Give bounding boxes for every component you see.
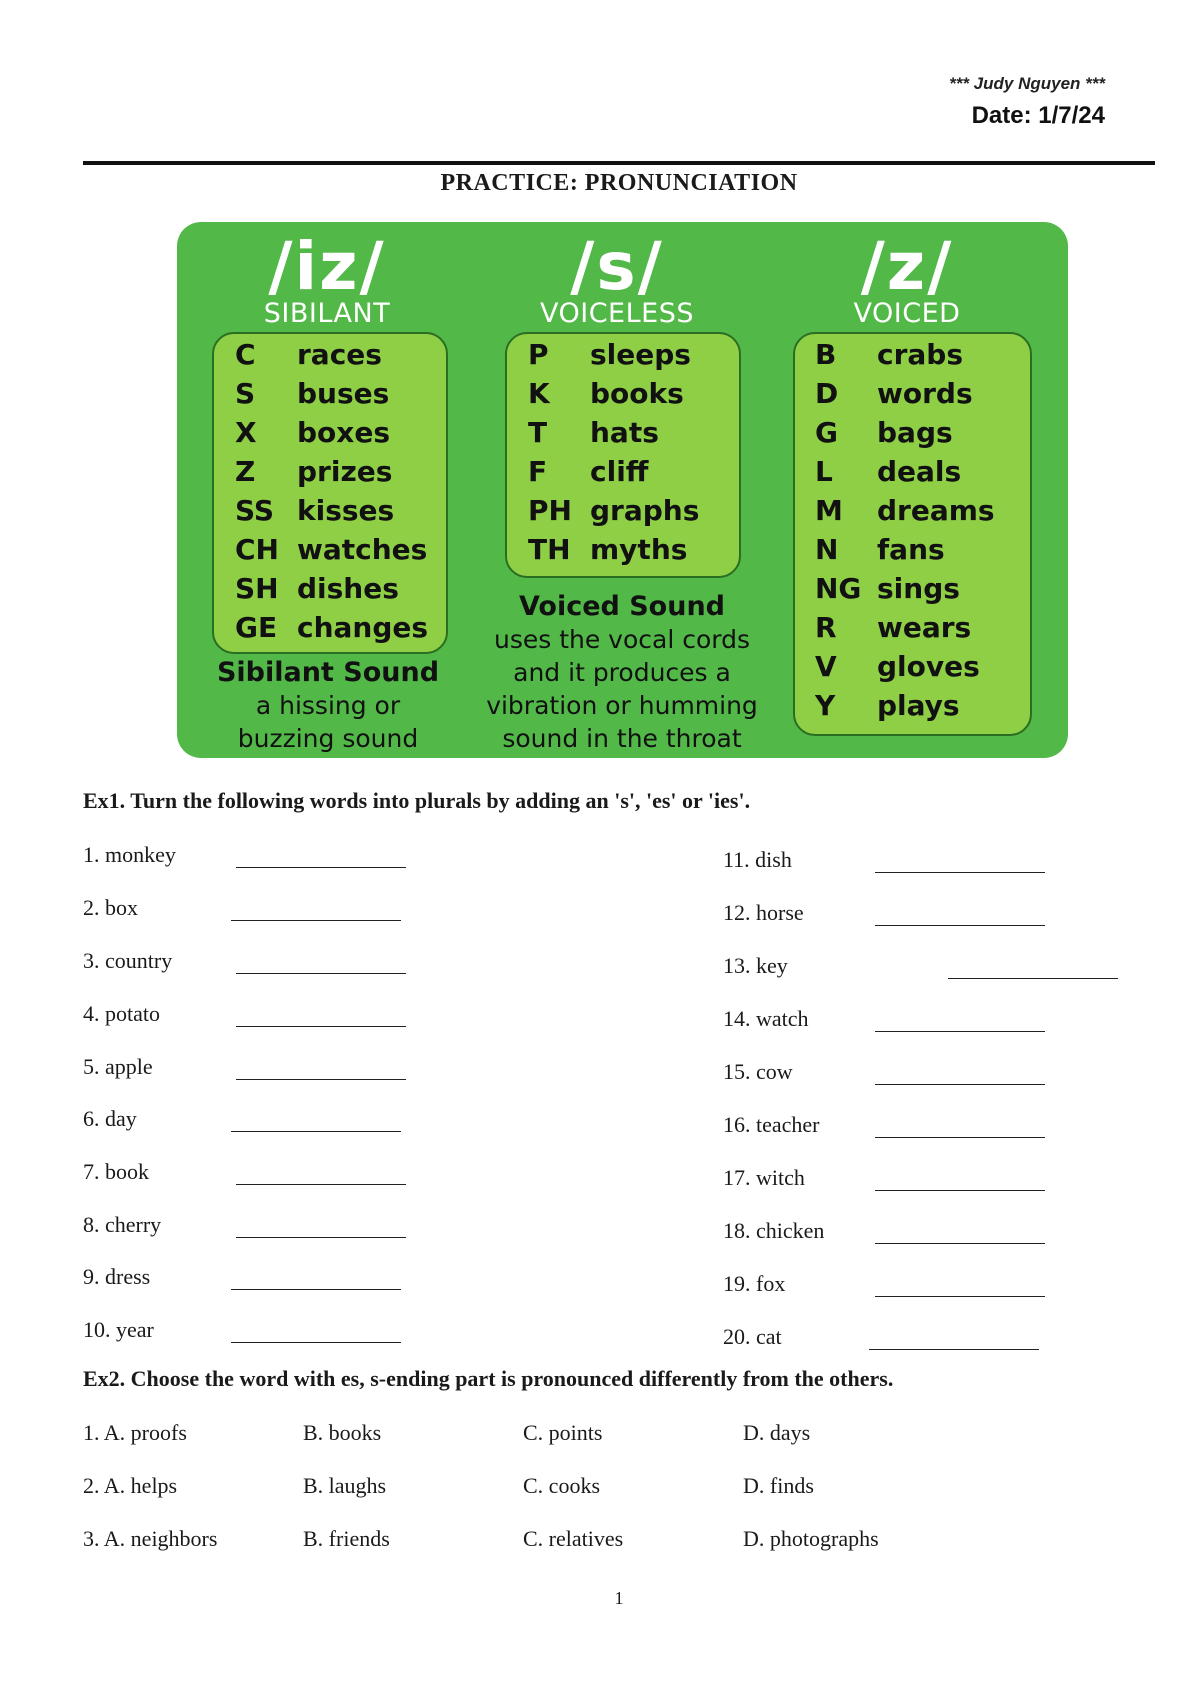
list-item: S buses	[235, 377, 390, 410]
answer-blank[interactable]	[231, 920, 401, 921]
list-item: 1. monkey	[83, 842, 176, 867]
question-1-option-a[interactable]: 1. A. proofs	[83, 1420, 187, 1445]
answer-blank[interactable]	[231, 1289, 401, 1290]
list-item: 13. key	[723, 953, 788, 978]
list-item: 17. witch	[723, 1165, 805, 1190]
list-item: 2. box	[83, 895, 138, 920]
answer-blank[interactable]	[236, 1079, 406, 1080]
page-number: 1	[614, 1588, 624, 1608]
list-item: SS kisses	[235, 494, 395, 527]
list-item: 8. cherry	[83, 1212, 162, 1237]
date: Date: 1/7/24	[971, 102, 1105, 129]
voiced-note: Voiced Sound uses the vocal cords and it produces a vibration or humming sound in the throat	[486, 591, 758, 753]
answer-blank[interactable]	[869, 1349, 1039, 1350]
question-2-option-c[interactable]: C. cooks	[523, 1473, 600, 1498]
list-item: PH graphs	[528, 494, 700, 527]
voiceless-label: VOICELESS	[539, 298, 694, 329]
ex1-heading: Ex1. Turn the following words into plurals by adding an 's', 'es' or 'ies'.	[83, 788, 751, 813]
question-3-option-d[interactable]: D. photographs	[743, 1526, 879, 1551]
list-item: 11. dish	[723, 847, 792, 872]
list-item: GE changes	[235, 611, 429, 644]
author-name: *** Judy Nguyen ***	[949, 74, 1105, 93]
list-item: M dreams	[815, 494, 995, 527]
list-item: 10. year	[83, 1317, 154, 1342]
list-item: K books	[528, 377, 684, 410]
answer-blank[interactable]	[875, 1296, 1045, 1297]
answer-blank[interactable]	[875, 1084, 1045, 1085]
list-item: X boxes	[235, 416, 390, 449]
list-item: V gloves	[815, 650, 980, 683]
list-item: N fans	[815, 533, 945, 566]
list-item: 14. watch	[723, 1006, 809, 1031]
z-symbol: /z/	[860, 228, 954, 305]
list-item: 12. horse	[723, 900, 804, 925]
answer-blank[interactable]	[236, 973, 406, 974]
list-item: 18. chicken	[723, 1218, 825, 1243]
z-column	[762, 222, 1052, 329]
question-2-option-a[interactable]: 2. A. helps	[83, 1473, 178, 1498]
answer-blank[interactable]	[231, 1342, 401, 1343]
list-item: F cliff	[528, 455, 649, 488]
answer-blank[interactable]	[875, 872, 1045, 873]
s-column	[472, 222, 762, 329]
list-item: NG sings	[815, 572, 960, 605]
list-item: P sleeps	[528, 338, 691, 371]
voiced-label: VOICED	[853, 298, 961, 329]
list-item: R wears	[815, 611, 972, 644]
sibilant-label: SIBILANT	[263, 298, 391, 329]
answer-blank[interactable]	[236, 867, 406, 868]
list-item: TH myths	[528, 533, 688, 566]
answer-blank[interactable]	[948, 978, 1118, 979]
answer-blank[interactable]	[875, 1243, 1045, 1244]
answer-blank[interactable]	[875, 1190, 1045, 1191]
list-item: 19. fox	[723, 1271, 786, 1296]
question-3-option-c[interactable]: C. relatives	[523, 1526, 624, 1551]
iz-column	[182, 222, 472, 329]
list-item: B crabs	[815, 338, 964, 371]
question-1-option-c[interactable]: C. points	[523, 1420, 603, 1445]
list-item: 9. dress	[83, 1264, 151, 1289]
answer-blank[interactable]	[236, 1237, 406, 1238]
question-2-option-d[interactable]: D. finds	[743, 1473, 814, 1498]
list-item: 16. teacher	[723, 1112, 820, 1137]
list-item: CH watches	[235, 533, 428, 566]
ex2-heading: Ex2. Choose the word with es, s-ending part is pronounced differently from the others.	[83, 1366, 894, 1391]
iz-symbol: /iz/	[268, 228, 386, 305]
answer-blank[interactable]	[875, 1137, 1045, 1138]
list-item: D words	[815, 377, 973, 410]
answer-blank[interactable]	[875, 925, 1045, 926]
list-item: 5. apple	[83, 1054, 153, 1079]
header-rule	[83, 161, 1155, 165]
sibilant-note: Sibilant Sound a hissing or buzzing sound	[216, 657, 440, 753]
question-3-option-b[interactable]: B. friends	[303, 1526, 390, 1551]
list-item: 15. cow	[723, 1059, 793, 1084]
s-symbol: /s/	[570, 228, 664, 305]
list-item: 20. cat	[723, 1324, 782, 1349]
question-3-option-a[interactable]: 3. A. neighbors	[83, 1526, 218, 1551]
list-item: 4. potato	[83, 1001, 160, 1026]
pronunciation-chart	[177, 222, 1068, 758]
list-item: T hats	[528, 416, 659, 449]
answer-blank[interactable]	[236, 1184, 406, 1185]
answer-blank[interactable]	[236, 1026, 406, 1027]
question-1-option-d[interactable]: D. days	[743, 1420, 811, 1445]
list-item: C races	[235, 338, 382, 371]
answer-blank[interactable]	[875, 1031, 1045, 1032]
list-item: 6. day	[83, 1106, 137, 1131]
list-item: Y plays	[815, 689, 960, 722]
list-item: L deals	[815, 455, 962, 488]
answer-blank[interactable]	[231, 1131, 401, 1132]
list-item: 7. book	[83, 1159, 149, 1184]
list-item: G bags	[815, 416, 953, 449]
list-item: SH dishes	[235, 572, 399, 605]
list-item: 3. country	[83, 948, 173, 973]
page-title: PRACTICE: PRONUNCIATION	[440, 170, 798, 196]
question-2-option-b[interactable]: B. laughs	[303, 1473, 387, 1498]
question-1-option-b[interactable]: B. books	[303, 1420, 382, 1445]
list-item: Z prizes	[235, 455, 393, 488]
